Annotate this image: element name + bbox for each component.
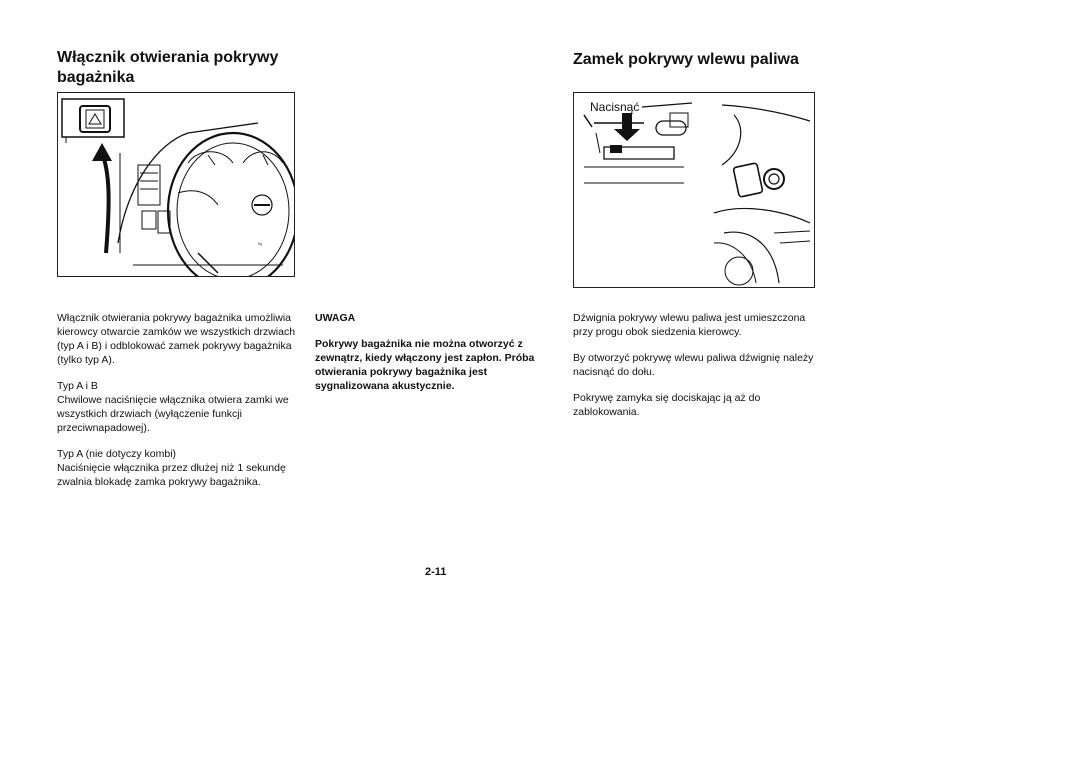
trunk-switch-illustration [57,92,295,277]
fuel-lever-drawing [574,93,814,287]
fuel-lever-location: Dźwignia pokrywy wlewu paliwa jest umieszczona przy progu obok siedzenia kierowcy. [573,312,806,338]
right-text-column [573,311,817,431]
type-ab-block [57,379,297,435]
fuel-lid-heading: Zamek pokrywy wlewu paliwa [573,51,799,68]
type-a-block [57,447,297,489]
figure-code: fig [258,241,263,246]
trunk-switch-description: Włącznik otwierania pokrywy bagażnika umożliwia kierowcy otwarcie zamków we wszystkich drzwiach (typ A i B) i odblokować zamek pokrywy bagażnika (tylko typ A). [57,312,296,366]
dashboard-drawing [58,93,294,276]
left-text-column [57,311,297,501]
warning-title: UWAGA [315,312,356,324]
press-label: Nacisnąć [590,100,640,114]
warning-text: Pokrywy bagażnika nie można otworzyć z zewnątrz, kiedy włączony jest zapłon. Próba otwierania pokrywy bagażnika jest sygnalizowana akustycznie. [315,338,535,392]
page-number: 2-11 [425,566,447,578]
type-ab-text: Chwilowe naciśnięcie włącznika otwiera zamki we wszystkich drzwiach (wyłączenie funkcji przeciwnapadowej). [57,394,289,434]
type-ab-title: Typ A i B [57,380,98,392]
type-a-text: Naciśnięcie włącznika przez dłużej niż 1 sekundę zwalnia blokadę zamka pokrywy bagażnika. [57,462,286,488]
fuel-lid-close-instruction: Pokrywę zamyka się dociskając ją aż do zablokowania. [573,392,761,418]
trunk-release-heading: Włącznik otwierania pokrywy bagażnika [57,49,279,86]
warning-column [315,311,555,405]
fuel-lid-illustration [573,92,815,288]
fuel-lid-open-instruction: By otworzyć pokrywę wlewu paliwa dźwignię należy nacisnąć do dołu. [573,352,814,378]
type-a-title: Typ A (nie dotyczy kombi) [57,448,177,460]
